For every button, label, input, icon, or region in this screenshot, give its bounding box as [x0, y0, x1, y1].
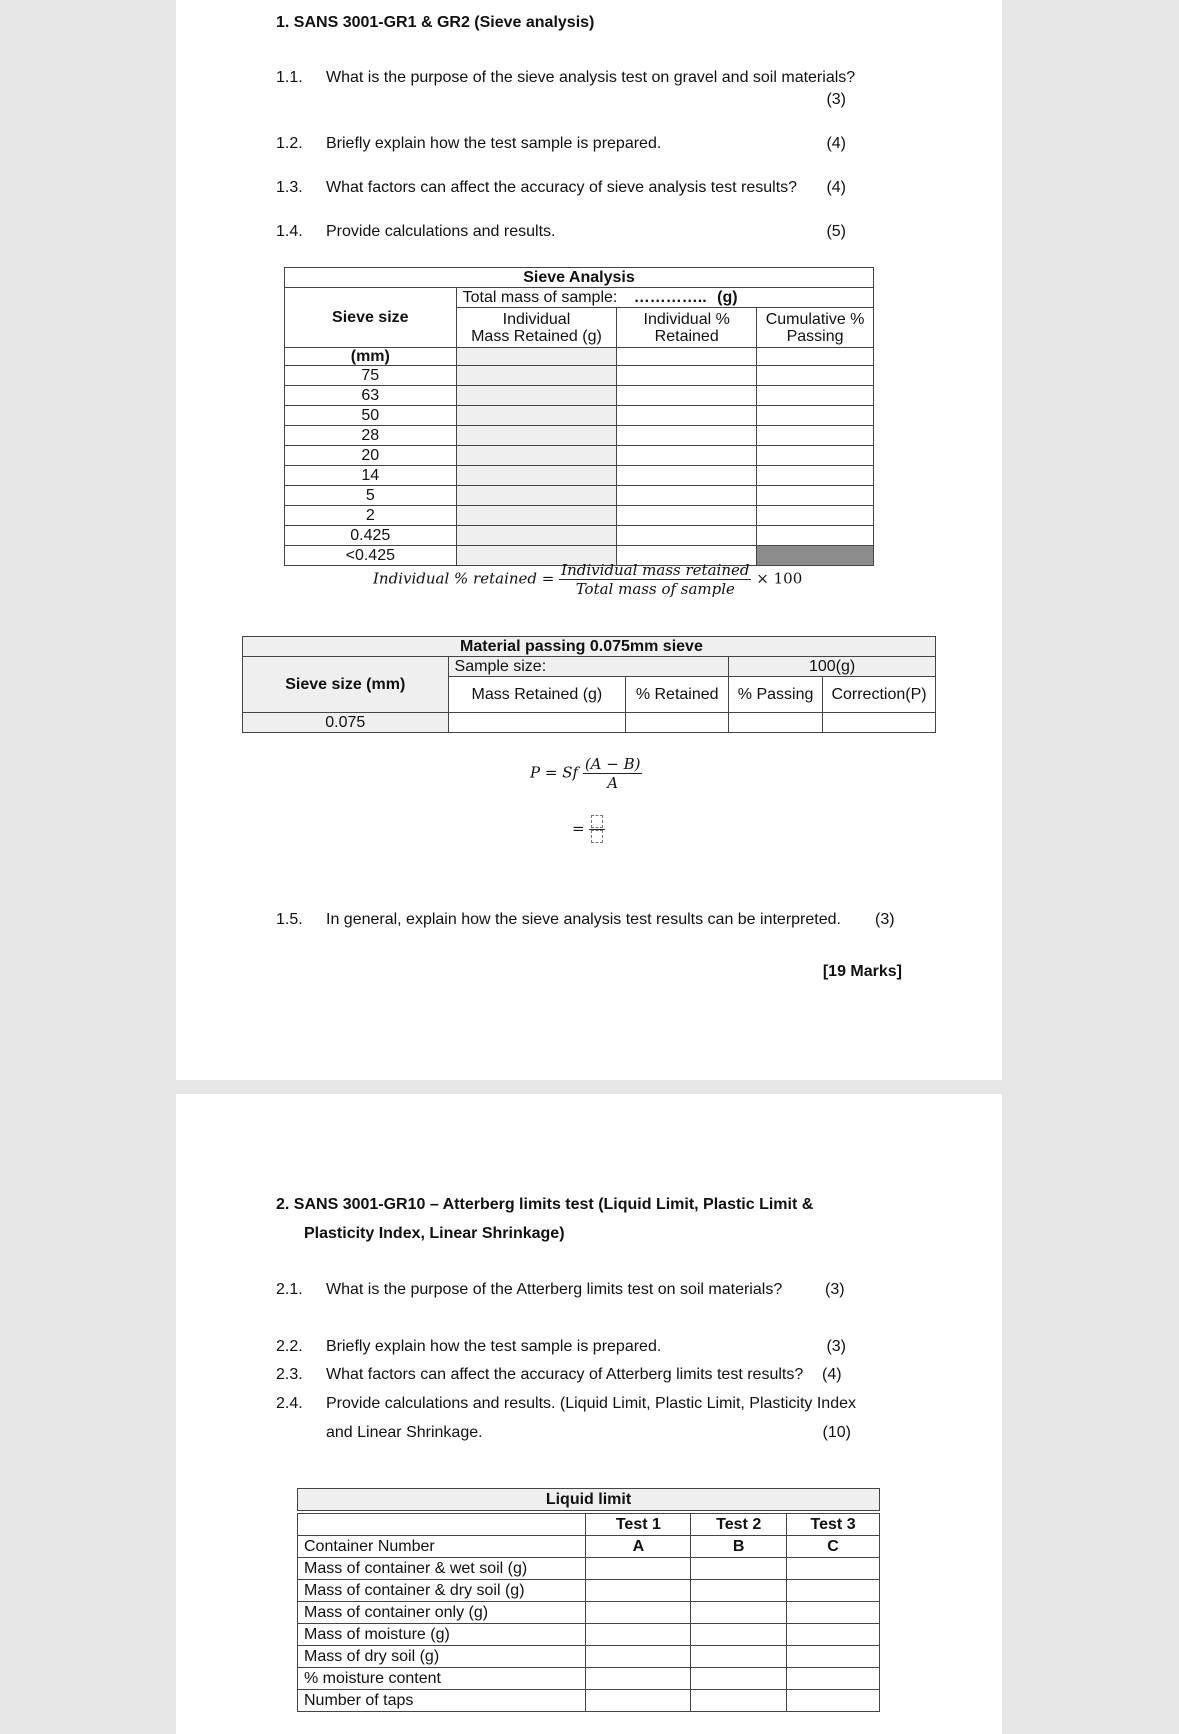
table-row — [298, 1646, 880, 1668]
table-cell[interactable] — [617, 426, 757, 446]
table-row — [298, 1580, 880, 1602]
sieve-size-cell: 20 — [285, 446, 457, 466]
ll-col-test: Test 2 — [691, 1514, 787, 1536]
table-cell[interactable] — [757, 406, 874, 426]
table-cell[interactable] — [586, 1690, 691, 1712]
table-cell[interactable] — [586, 1624, 691, 1646]
formula-equals: = — [541, 569, 555, 588]
table-cell[interactable] — [757, 466, 874, 486]
table-cell[interactable] — [787, 1690, 880, 1712]
table-cell[interactable] — [757, 366, 874, 386]
table-cell[interactable] — [729, 713, 823, 733]
table-cell[interactable] — [617, 526, 757, 546]
table-cell[interactable] — [787, 1580, 880, 1602]
q-number: 1.4. — [276, 223, 303, 240]
fines-table — [242, 636, 936, 733]
table-cell[interactable] — [691, 1580, 787, 1602]
page-1 — [176, 0, 1002, 1080]
sample-size-value: 100(g) — [729, 657, 936, 677]
table-row — [285, 446, 874, 466]
ll-title: Liquid limit — [298, 1489, 880, 1511]
q-text-cont: and Linear Shrinkage. — [326, 1424, 483, 1441]
table-cell[interactable] — [586, 1558, 691, 1580]
table-cell[interactable] — [456, 526, 617, 546]
table-cell[interactable] — [787, 1624, 880, 1646]
q-number: 2.1. — [276, 1281, 303, 1298]
table-cell[interactable] — [586, 1646, 691, 1668]
formula-numerator: (A − B) — [584, 755, 641, 773]
table-cell[interactable] — [456, 406, 617, 426]
col-individual-pct — [617, 308, 757, 348]
q-number: 1.2. — [276, 135, 303, 152]
sieve-size-cell: 14 — [285, 466, 457, 486]
table-cell[interactable] — [691, 1668, 787, 1690]
fines-title: Material passing 0.075mm sieve — [448, 637, 935, 657]
table-row — [285, 426, 874, 446]
placeholder-fraction — [589, 815, 605, 844]
table-cell[interactable] — [787, 1668, 880, 1690]
formula-individual-retained — [373, 561, 802, 598]
q-number: 2.2. — [276, 1338, 303, 1355]
sieve-size-cell: 5 — [285, 486, 457, 506]
col-label: Retained — [654, 327, 719, 345]
formula-denominator: Total mass of sample — [575, 580, 735, 598]
table-cell[interactable] — [757, 446, 874, 466]
table-cell[interactable] — [757, 486, 874, 506]
table-cell[interactable] — [617, 348, 757, 366]
sieve-size-cell: 2 — [285, 506, 457, 526]
table-cell[interactable] — [586, 1668, 691, 1690]
table-cell[interactable] — [691, 1646, 787, 1668]
q-number: 2.4. — [276, 1395, 303, 1412]
table-cell[interactable] — [626, 713, 729, 733]
ll-row-label: Mass of moisture (g) — [298, 1624, 586, 1646]
formula-denominator: A — [607, 774, 619, 792]
ll-row-label: Number of taps — [298, 1690, 586, 1712]
col-label: Passing — [786, 327, 844, 345]
table-row — [298, 1624, 880, 1646]
section-1-title: 1. SANS 3001-GR1 & GR2 (Sieve analysis) — [276, 14, 595, 31]
table-cell[interactable] — [586, 1602, 691, 1624]
table-cell[interactable] — [757, 506, 874, 526]
table-cell[interactable] — [787, 1646, 880, 1668]
table-cell[interactable] — [691, 1690, 787, 1712]
formula-correction — [530, 755, 642, 792]
table-row — [285, 486, 874, 506]
q-text: What factors can affect the accuracy of Atterberg limits test results? — [326, 1366, 804, 1383]
formula-equals: = — [572, 819, 585, 838]
ll-row-label: Mass of dry soil (g) — [298, 1646, 586, 1668]
table-row — [298, 1558, 880, 1580]
table-row — [285, 506, 874, 526]
q-marks: (3) — [826, 91, 846, 108]
fines-title-spacer — [243, 637, 449, 657]
table-cell[interactable] — [617, 446, 757, 466]
table-row — [298, 1602, 880, 1624]
placeholder-box[interactable] — [591, 815, 603, 828]
q-text: What is the purpose of the sieve analysis test on gravel and soil materials? — [326, 69, 856, 86]
table-cell[interactable] — [617, 386, 757, 406]
table-cell[interactable] — [617, 406, 757, 426]
formula-fraction — [559, 561, 751, 598]
ll-test-id: B — [691, 1536, 787, 1558]
ll-row-label: Mass of container only (g) — [298, 1602, 586, 1624]
table-cell[interactable] — [617, 366, 757, 386]
page-2 — [176, 1094, 1002, 1734]
table-row — [285, 386, 874, 406]
sieve-size-cell: 0.425 — [285, 526, 457, 546]
formula-result — [572, 815, 605, 844]
table-cell[interactable] — [456, 446, 617, 466]
table-cell[interactable] — [456, 348, 617, 366]
table-title: Sieve Analysis — [285, 268, 874, 288]
table-cell[interactable] — [448, 713, 626, 733]
formula-numerator: Individual mass retained — [561, 561, 750, 579]
table-row — [298, 1536, 880, 1558]
formula-lhs: Individual % retained — [373, 569, 538, 588]
table-cell[interactable] — [691, 1558, 787, 1580]
table-cell[interactable] — [757, 348, 874, 366]
section-2-title: 2. SANS 3001-GR10 – Atterberg limits test (Liquid Limit, Plastic Limit & — [276, 1196, 814, 1213]
sieve-size-cell: <0.425 — [285, 546, 457, 566]
table-row — [285, 406, 874, 426]
table-cell[interactable] — [456, 466, 617, 486]
total-mass-label: Total mass of sample: — [462, 289, 618, 306]
q-marks: (4) — [822, 1366, 842, 1383]
ll-test-id: A — [586, 1536, 691, 1558]
table-cell[interactable] — [757, 526, 874, 546]
table-cell[interactable] — [456, 386, 617, 406]
table-cell[interactable] — [757, 386, 874, 406]
sieve-size-cell: 50 — [285, 406, 457, 426]
col-label: Individual — [502, 310, 571, 328]
table-row — [285, 366, 874, 386]
q-number: 1.1. — [276, 69, 303, 86]
q-number: 2.3. — [276, 1366, 303, 1383]
table-cell[interactable] — [787, 1602, 880, 1624]
table-cell[interactable] — [757, 426, 874, 446]
q-marks: (3) — [825, 1281, 845, 1298]
q-marks: (10) — [822, 1424, 851, 1441]
q-text: Provide calculations and results. — [326, 223, 556, 240]
table-cell[interactable] — [617, 486, 757, 506]
ll-row-label: % moisture content — [298, 1668, 586, 1690]
sample-size-label: Sample size: — [448, 657, 729, 677]
fines-col-sieve: Sieve size (mm) — [243, 657, 449, 713]
table-cell[interactable] — [691, 1602, 787, 1624]
table-cell[interactable] — [456, 366, 617, 386]
fines-size-cell: 0.075 — [243, 713, 449, 733]
sieve-size-cell: 63 — [285, 386, 457, 406]
total-mass-row — [456, 288, 873, 308]
table-row — [285, 466, 874, 486]
total-mass-unit: (g) — [717, 289, 738, 306]
q-number: 1.5. — [276, 911, 303, 928]
q-marks: (5) — [826, 223, 846, 240]
q-text: Briefly explain how the test sample is prepared. — [326, 1338, 662, 1355]
col-label: Mass Retained (g) — [471, 327, 602, 345]
total-marks: [19 Marks] — [822, 963, 902, 980]
col-cumulative-pct — [757, 308, 874, 348]
table-cell[interactable] — [787, 1558, 880, 1580]
table-row — [243, 713, 936, 733]
q-text: What factors can affect the accuracy of sieve analysis test results? — [326, 179, 798, 196]
q-text: Briefly explain how the test sample is prepared. — [326, 135, 662, 152]
placeholder-box[interactable] — [591, 830, 603, 843]
q-marks: (3) — [826, 1338, 846, 1355]
table-cell[interactable] — [586, 1580, 691, 1602]
col-label: Individual % — [643, 310, 730, 328]
col-individual-mass — [456, 308, 617, 348]
table-cell[interactable] — [823, 713, 936, 733]
fines-col-mass: Mass Retained (g) — [448, 677, 626, 713]
table-cell[interactable] — [456, 486, 617, 506]
ll-row-label: Mass of container & dry soil (g) — [298, 1580, 586, 1602]
table-cell[interactable] — [456, 426, 617, 446]
ll-col-test: Test 3 — [787, 1514, 880, 1536]
formula-fraction — [583, 755, 643, 792]
q-text: In general, explain how the sieve analysis test results can be interpreted. — [326, 911, 841, 928]
sieve-size-cell: 75 — [285, 366, 457, 386]
total-mass-dots: ………….. — [633, 289, 707, 306]
fines-col-passing: % Passing — [729, 677, 823, 713]
table-row — [298, 1690, 880, 1712]
fines-col-retained: % Retained — [626, 677, 729, 713]
liquid-limit-table — [297, 1488, 880, 1712]
ll-header-blank — [298, 1514, 586, 1536]
table-cell[interactable] — [617, 466, 757, 486]
table-cell[interactable] — [456, 506, 617, 526]
sieve-size-cell: 28 — [285, 426, 457, 446]
ll-row-label: Container Number — [298, 1536, 586, 1558]
q-marks: (4) — [826, 135, 846, 152]
q-marks: (3) — [875, 911, 895, 928]
col-sieve-size: Sieve size — [285, 288, 457, 348]
table-row — [298, 1668, 880, 1690]
ll-col-test: Test 1 — [586, 1514, 691, 1536]
ll-test-id: C — [787, 1536, 880, 1558]
q-text: Provide calculations and results. (Liquid Limit, Plastic Limit, Plasticity Index — [326, 1395, 856, 1412]
formula-multiplier: × 100 — [756, 569, 803, 588]
sieve-analysis-table — [284, 267, 874, 566]
q-marks: (4) — [826, 179, 846, 196]
fines-col-correction: Correction(P) — [823, 677, 936, 713]
ll-row-label: Mass of container & wet soil (g) — [298, 1558, 586, 1580]
table-cell[interactable] — [617, 506, 757, 526]
table-cell[interactable] — [691, 1624, 787, 1646]
col-label: Cumulative % — [765, 310, 865, 328]
q-number: 1.3. — [276, 179, 303, 196]
col-mm: (mm) — [285, 348, 457, 366]
section-2-title-cont: Plasticity Index, Linear Shrinkage) — [304, 1225, 565, 1242]
formula-lhs: P = Sf — [530, 763, 579, 782]
q-text: What is the purpose of the Atterberg limits test on soil materials? — [326, 1281, 783, 1298]
table-row — [285, 526, 874, 546]
